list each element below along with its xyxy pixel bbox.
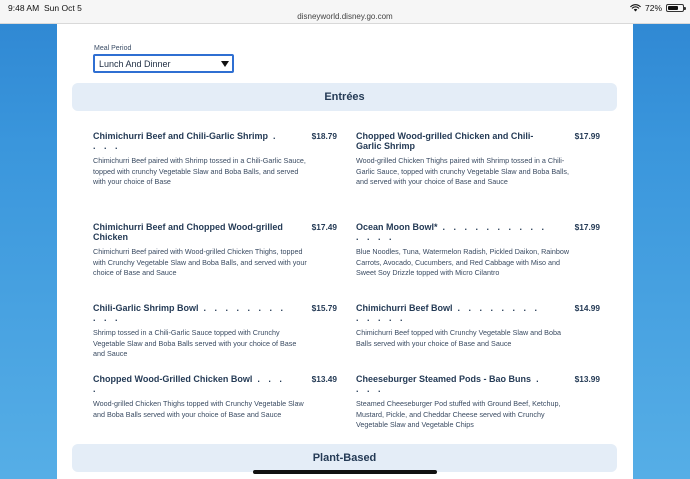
menu-item-dots: . . . . xyxy=(356,374,542,394)
meal-period-selected: Lunch And Dinner xyxy=(99,59,171,69)
menu-item-dots: . . . . . . . . . . . . . . xyxy=(356,222,548,242)
menu-item-price: $13.49 xyxy=(311,374,337,384)
menu-item-name: Chimichurri Beef Bowl . . . . . . . . . . . . . xyxy=(356,303,541,323)
menu-item-price: $17.99 xyxy=(574,131,600,141)
battery-icon xyxy=(666,4,684,12)
menu-item-price: $18.79 xyxy=(311,131,337,141)
menu-item xyxy=(356,303,600,349)
wifi-icon xyxy=(630,4,641,12)
menu-item-price: $14.99 xyxy=(574,303,600,313)
meal-period-label: Meal Period xyxy=(94,45,132,52)
status-right xyxy=(630,3,684,13)
menu-item-dots: . . . . . . . . . . . xyxy=(93,303,287,323)
section-header-entrees[interactable]: Entrées xyxy=(72,83,617,111)
status-bar xyxy=(0,0,690,24)
menu-item-description: Steamed Cheeseburger Pod stuffed with Ground Beef, Ketchup, Mustard, Pickle, and Cheddar Cheese served with Crunchy Vegetable Slaw and Vegetable Chips xyxy=(356,399,561,430)
dropdown-arrow-icon xyxy=(221,61,229,67)
menu-item-price: $17.49 xyxy=(311,222,337,232)
menu-item-description: Wood-grilled Chicken Thighs topped with Crunchy Vegetable Slaw and Boba Balls served with your choice of Base and Sauce xyxy=(93,399,304,419)
menu-item-name: Chimichurri Beef and Chopped Wood-grilled Chicken xyxy=(93,222,283,242)
home-indicator[interactable] xyxy=(253,470,437,474)
menu-item-description: Shrimp tossed in a Chili-Garlic Sauce topped with Crunchy Vegetable Slaw and Boba Balls served with your choice of Base and Sauce xyxy=(93,328,297,359)
menu-item xyxy=(356,222,600,279)
address-bar-url[interactable]: disneyworld.disney.go.com xyxy=(297,12,393,21)
menu-item-description: Chimichurri Beef paired with Shrimp tossed in a Chili-Garlic Sauce, topped with crunchy Vegetable Slaw and Boba Balls, and served with your choice of Base xyxy=(93,156,306,187)
menu-item-name: Ocean Moon Bowl* . . . . . . . . . . . . . . xyxy=(356,222,548,242)
menu-item xyxy=(356,131,600,188)
menu-item-price: $15.79 xyxy=(311,303,337,313)
menu-item-name: Chili-Garlic Shrimp Bowl . . . . . . . . . . . xyxy=(93,303,287,323)
menu-item-price: $17.99 xyxy=(574,222,600,232)
menu-panel xyxy=(57,24,633,479)
battery-fill xyxy=(668,6,678,10)
menu-item xyxy=(93,374,337,420)
status-date: Sun Oct 5 xyxy=(44,3,82,13)
menu-item-description: Chimichurri Beef paired with Wood-grilled Chicken Thighs, topped with Crunchy Vegetable Slaw and Boba Balls, and served with your choice of Base and Sauce xyxy=(93,247,307,278)
menu-item-dots: . . . . xyxy=(93,374,285,394)
menu-item-dots: . . . . xyxy=(93,131,279,151)
menu-item-name: Chopped Wood-grilled Chicken and Chili-Garlic Shrimp xyxy=(356,131,534,151)
menu-item-description: Wood-grilled Chicken Thighs paired with Shrimp tossed in a Chili-Garlic Sauce, topped with crunchy Vegetable Slaw and Boba Balls, and served with your choice of Base and Sauce xyxy=(356,156,569,187)
status-time: 9:48 AM xyxy=(8,3,40,13)
menu-item-name: Cheeseburger Steamed Pods - Bao Buns . . . . xyxy=(356,374,542,394)
battery-percent: 72% xyxy=(644,3,662,13)
menu-item xyxy=(93,131,337,188)
menu-item-dots: . . . . . . . . . . . . . xyxy=(356,303,541,323)
menu-item-description: Chimichurri Beef topped with Crunchy Vegetable Slaw and Boba Balls served with your choice of Base and Sauce xyxy=(356,328,561,348)
menu-item xyxy=(356,374,600,431)
meal-period-select[interactable] xyxy=(93,54,234,73)
menu-item xyxy=(93,222,337,279)
menu-item-name: Chimichurri Beef and Chili-Garlic Shrimp . . . . xyxy=(93,131,279,151)
menu-item-description: Blue Noodles, Tuna, Watermelon Radish, Pickled Daikon, Rainbow Carrots, Avocado, Cucumbers, and Red Cabbage with Miso and Sweet Soy Drizzle topped with Micro Cilantro xyxy=(356,247,570,278)
section-header-plant-based[interactable]: Plant-Based xyxy=(72,444,617,472)
menu-item xyxy=(93,303,337,360)
menu-item-name: Chopped Wood-Grilled Chicken Bowl . . . . xyxy=(93,374,285,394)
menu-item-price: $13.99 xyxy=(574,374,600,384)
